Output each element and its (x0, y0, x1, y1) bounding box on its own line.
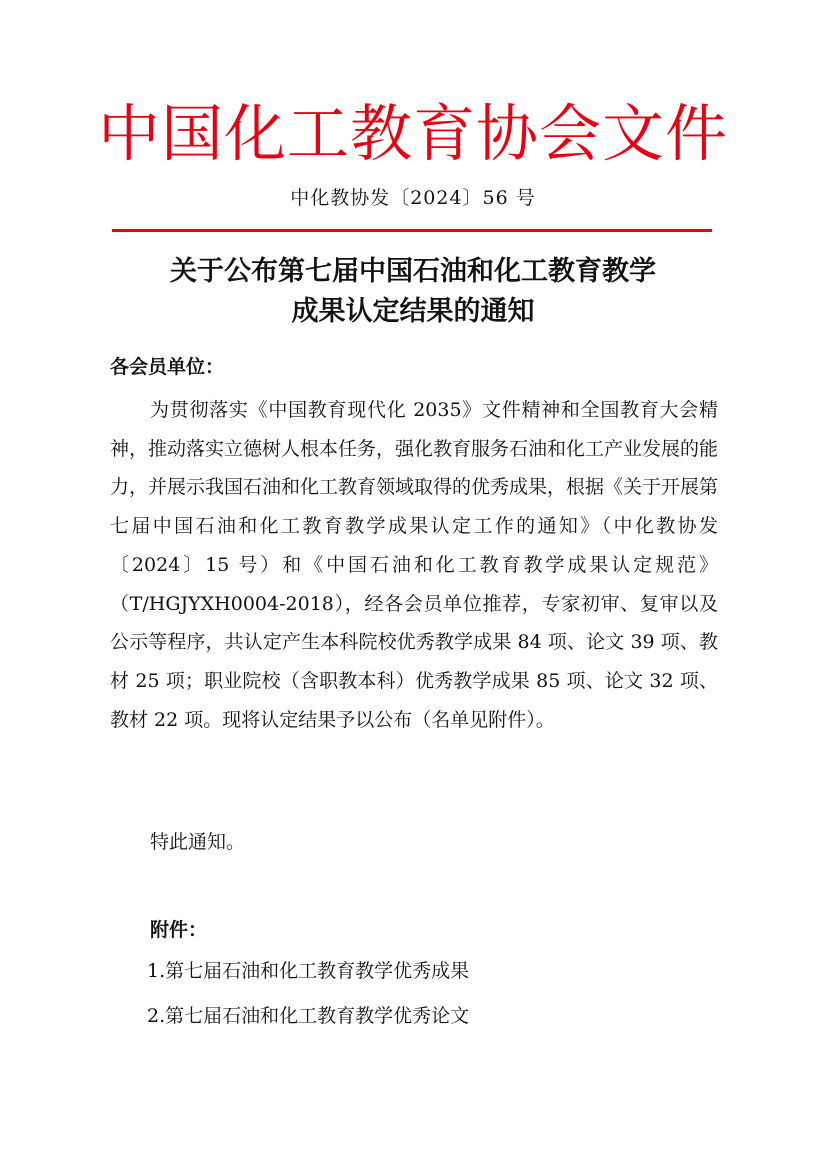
attachment-item: 2.第七届石油和化工教育教学优秀论文 (147, 1005, 470, 1027)
salutation: 各会员单位： (110, 356, 225, 378)
notice-title (0, 252, 826, 332)
org-title: 中国化工教育协会文件 (97, 97, 728, 170)
body-paragraph: 为贯彻落实《中国教育现代化 2035》文件精神和全国教育大会精神，推动落实立德树人根本任务，强化教育服务石油和化工产业发展的能力，并展示我国石油和化工教育领域取得的优秀成果，根据《关于开展第七届中国石油和化工教育教学成果认定工作的通知》（中化教协发〔2024〕15 号）和《中国石油和化工教育教学成果认定规范》（T/HGJYXH0004-2018），经各会员单位推荐，专家初审、复审以及公示等程序，共认定产生本科院校优秀教学成果 84 项、论文 39 项、教材 25 项；职业院校（含职教本科）优秀教学成果 85 项、论文 32 项、教材 22 项。现将认定结果予以公布（名单见附件）。 (110, 399, 719, 731)
notice-title-line-1: 关于公布第七届中国石油和化工教育教学 (170, 256, 656, 287)
attachment-item: 1.第七届石油和化工教育教学优秀成果 (147, 960, 470, 982)
document-number: 中化教协发〔2024〕56 号 (290, 187, 536, 209)
closing-remark: 特此通知。 (150, 831, 246, 853)
attachments-list (147, 956, 469, 1046)
red-divider-line (112, 229, 712, 232)
attachments-heading: 附件： (150, 919, 208, 941)
notice-title-line-2: 成果认定结果的通知 (291, 296, 535, 327)
